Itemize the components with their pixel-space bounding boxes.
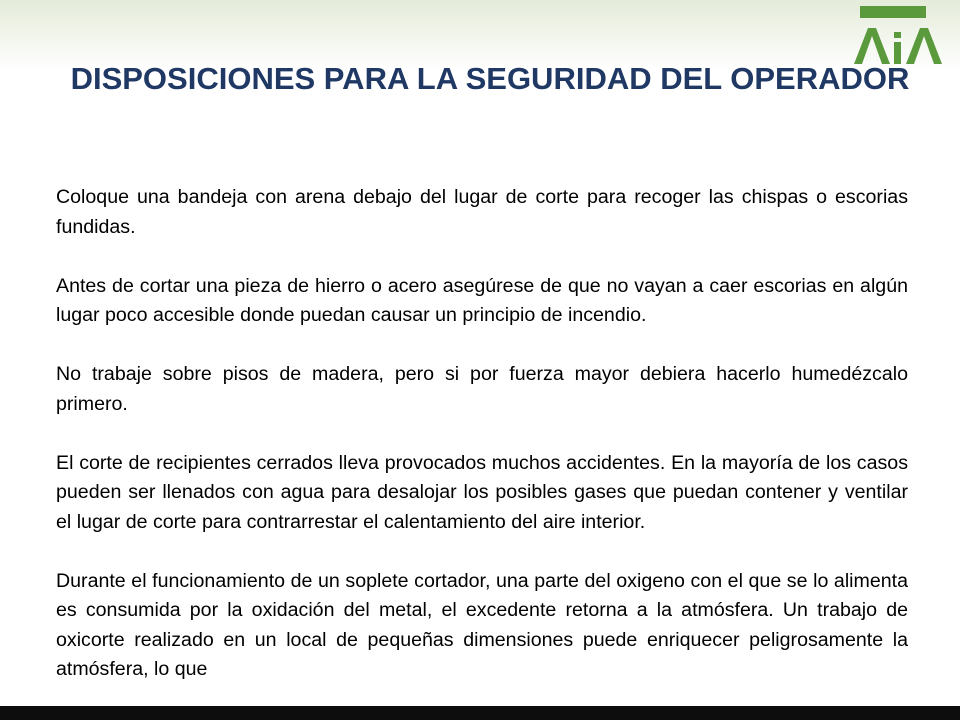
footer-bar bbox=[0, 706, 960, 720]
slide-title: DISPOSICIONES PARA LA SEGURIDAD DEL OPERADOR bbox=[70, 61, 910, 96]
paragraph-closed-containers: El corte de recipientes cerrados lleva provocados muchos accidentes. En la mayoría de los casos pueden ser llenados con agua para desalojar los posibles gases que puedan contener y ventilar el lugar de corte para contrarrestar el calentamiento del aire interior. bbox=[56, 451, 908, 533]
logo-letter-i-dot bbox=[894, 32, 901, 38]
paragraph-oxygen-atmosphere: Durante el funcionamiento de un soplete cortador, una parte del oxigeno con el que se lo alimenta es consumida por la oxidación del metal, el excedente retorna a la atmósfera. Un trabajo de oxicorte realizado en un local de pequeñas dimensiones puede enriquecer peligrosamente la atmósfera, lo que bbox=[56, 569, 908, 680]
paragraph-slag-fire: Antes de cortar una pieza de hierro o acero asegúrese de que no vayan a caer escorias en algún lugar poco accesible donde puedan causar un principio de incendio. bbox=[56, 274, 908, 326]
slide-body bbox=[56, 183, 908, 714]
paragraph-sand-tray: Coloque una bandeja con arena debajo del lugar de corte para recoger las chispas o escorias fundidas. bbox=[56, 186, 908, 238]
logo-bar bbox=[860, 6, 926, 18]
paragraph-wooden-floors: No trabaje sobre pisos de madera, pero si por fuerza mayor debiera hacerlo humedézcalo primero. bbox=[56, 363, 908, 415]
aia-logo bbox=[850, 6, 948, 66]
